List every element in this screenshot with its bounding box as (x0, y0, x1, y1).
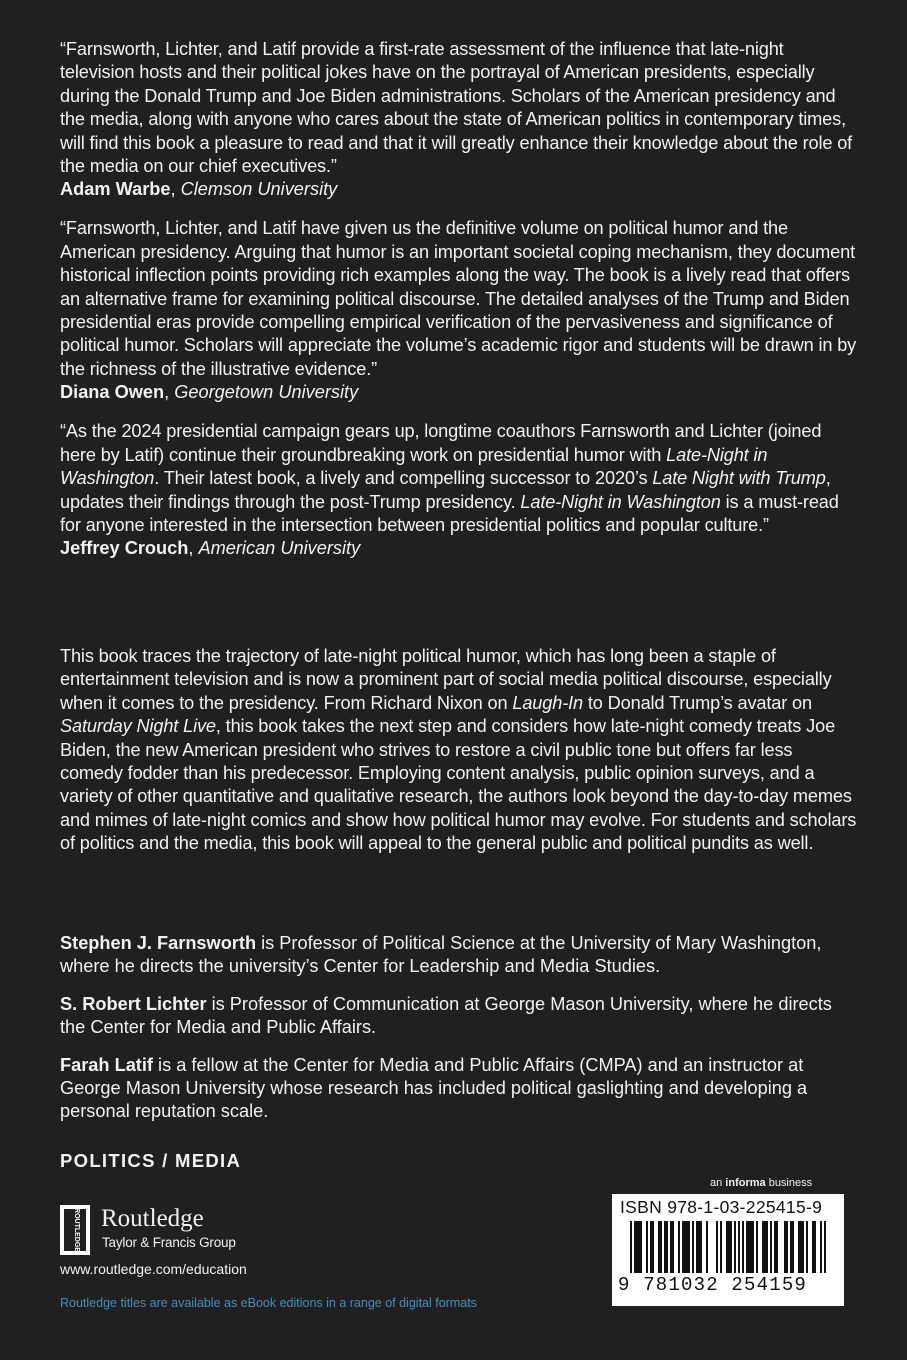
bio-text: is Professor of Political Science at the University of Mary Washington, where he directs the university’s Center for Leadership and Media Studies. (60, 933, 822, 977)
barcode-bar (774, 1221, 778, 1273)
barcode-bar (670, 1221, 674, 1273)
barcode-bar (716, 1221, 718, 1273)
barcode-bar (784, 1221, 788, 1273)
description-part: to Donald Trump’s avatar on (582, 692, 812, 713)
author-bio (60, 932, 850, 979)
barcode-bar (682, 1221, 690, 1273)
description-part: , this book takes the next step and considers how late-night comedy treats Joe Biden, the new American president who strives to restore a civil public tone but offers far less comedy fodder than his predecessor. Employing content analysis, public opinion surveys, and a variety of other quantitative and qualitative research, the authors look beyond the day-to-day memes and mimes of late-night comics and show how political humor may evolve. For students and scholars of politics and the media, this book will appeal to the general public and political pundits as well. (60, 716, 857, 854)
quote-text-part: , updates their findings through the post-Trump presidency. (60, 468, 831, 512)
quote-affiliation: Clemson University (180, 179, 338, 200)
quote-text: “Farnsworth, Lichter, and Latif provide a first-rate assessment of the influence that late-night television hosts and their political jokes have on the portrayal of American presidents, especially during the Donald Trump and Joe Biden administrations. Scholars of the American presidency and the media, along with anyone who cares about the state of American politics in contemporary times, will find this book a pleasure to read and that it will greatly enhance their knowledge about the role of the media on our chief executives.” (60, 39, 853, 177)
isbn-barcode (612, 1194, 844, 1306)
author-bio (60, 1054, 850, 1124)
barcode-bar (630, 1221, 632, 1273)
informa-tagline (710, 1177, 812, 1189)
endorsements (60, 38, 860, 576)
barcode-bar (726, 1221, 732, 1273)
show-title: Laugh-In (512, 692, 583, 713)
barcode-bar (692, 1221, 694, 1273)
quote-author: Jeffrey Crouch (60, 538, 189, 559)
barcode-bar (650, 1221, 654, 1273)
book-description (60, 645, 860, 856)
barcode-bars (630, 1221, 830, 1279)
barcode-bar (806, 1221, 808, 1273)
book-title: Late-Night in Washington (520, 491, 721, 512)
description-text (60, 645, 860, 856)
author-name: Stephen J. Farnsworth (60, 933, 257, 953)
quote-attribution: Adam Warbe, Clemson University (60, 179, 338, 200)
bio-text: is Professor of Communication at George Mason University, where he directs the Center for Media and Public Affairs. (60, 993, 832, 1038)
barcode-bar (742, 1221, 744, 1273)
quote-author: Diana Owen (60, 382, 165, 403)
quote-attribution: Jeffrey Crouch, American University (60, 538, 361, 559)
subject-category: POLITICS / MEDIA (60, 1150, 242, 1171)
barcode-bar (738, 1221, 740, 1273)
barcode-bar (706, 1221, 708, 1273)
informa-suffix: business (765, 1177, 813, 1189)
quote-affiliation: American University (198, 538, 361, 559)
quote-text-part: is a must-read for anyone interested in the intersection between presidential politics and popular culture.” (60, 491, 839, 535)
quote-author: Adam Warbe (60, 179, 171, 200)
show-title: Saturday Night Live (60, 716, 216, 737)
barcode-bar (820, 1221, 822, 1273)
barcode-bar (756, 1221, 758, 1273)
informa-prefix: an (710, 1177, 726, 1189)
barcode-bar (762, 1221, 768, 1273)
endorsement-2 (60, 217, 860, 404)
description-part: This book traces the trajectory of late-night political humor, which has long been a staple of entertainment television and is now a prominent part of social media political discourse, especially when it comes to the presidency. From Richard Nixon on (60, 646, 832, 713)
author-name: Farah Latif (60, 1054, 153, 1075)
author-name: S. Robert Lichter (60, 993, 207, 1014)
ebook-note: Routledge titles are available as eBook editions in a range of digital formats (60, 1296, 477, 1310)
quote-attribution: Diana Owen, Georgetown University (60, 382, 359, 403)
barcode-bar (790, 1221, 794, 1273)
bio-text: is a fellow at the Center for Media and Public Affairs (CMPA) and an instructor at George Mason University whose research has included political gaslighting and developing a personal reputation scale. (60, 1054, 808, 1122)
barcode-bar (720, 1221, 722, 1273)
book-title: Late-Night in Washington (60, 444, 768, 489)
informa-brand: informa (725, 1177, 766, 1189)
author-bios (60, 932, 850, 1138)
isbn-label: ISBN 978-1-03-225415-9 (620, 1197, 823, 1217)
quote-affiliation: Georgetown University (174, 382, 359, 403)
barcode-bar (636, 1221, 642, 1273)
barcode-bar (746, 1221, 754, 1273)
quote-text: “Farnsworth, Lichter, and Latif have given us the definitive volume on political humor and the American presidency. Arguing that humor is an important societal coping mechanism, they document historical inflection points providing rich examples along the way. The book is a lively read that offers an alternative frame for examining political discourse. The detailed analyses of the Trump and Biden presidential eras provide compelling empirical verification of the pervasiveness and significance of political humor. Scholars will appreciate the volume’s academic rigor and students will be drawn in by the richness of the illustrative evidence.” (60, 218, 857, 379)
barcode-bar (812, 1221, 816, 1273)
endorsement-1 (60, 38, 860, 201)
barcode-bar (798, 1221, 804, 1273)
barcode-bar (646, 1221, 648, 1273)
publisher-name: Routledge (101, 1205, 204, 1232)
quote-text (60, 420, 860, 537)
barcode-bar (824, 1221, 826, 1273)
author-bio (60, 993, 850, 1040)
book-title: Late Night with Trump (652, 468, 826, 489)
barcode-bar (664, 1221, 668, 1273)
publisher-group: Taylor & Francis Group (102, 1235, 236, 1250)
barcode-bar (658, 1221, 662, 1273)
barcode-bar (634, 1221, 636, 1273)
routledge-logo-icon (60, 1205, 90, 1255)
barcode-bar (734, 1221, 736, 1273)
barcode-digits: 9 781032 254159 (618, 1274, 808, 1296)
logo-mark-text: ROUTLEDGE (73, 1208, 80, 1252)
publisher-url[interactable]: www.routledge.com/education (60, 1261, 247, 1277)
endorsement-3 (60, 420, 860, 560)
quote-text-part: . Their latest book, a lively and compelling successor to 2020’s (154, 468, 653, 489)
quote-text-part: “As the 2024 presidential campaign gears up, longtime coauthors Farnsworth and Lichter (joined here by Latif) continue their groundbreaking work on presidential humor with (60, 421, 822, 465)
barcode-bar (678, 1221, 680, 1273)
barcode-bar (696, 1221, 702, 1273)
barcode-bar (770, 1221, 772, 1273)
